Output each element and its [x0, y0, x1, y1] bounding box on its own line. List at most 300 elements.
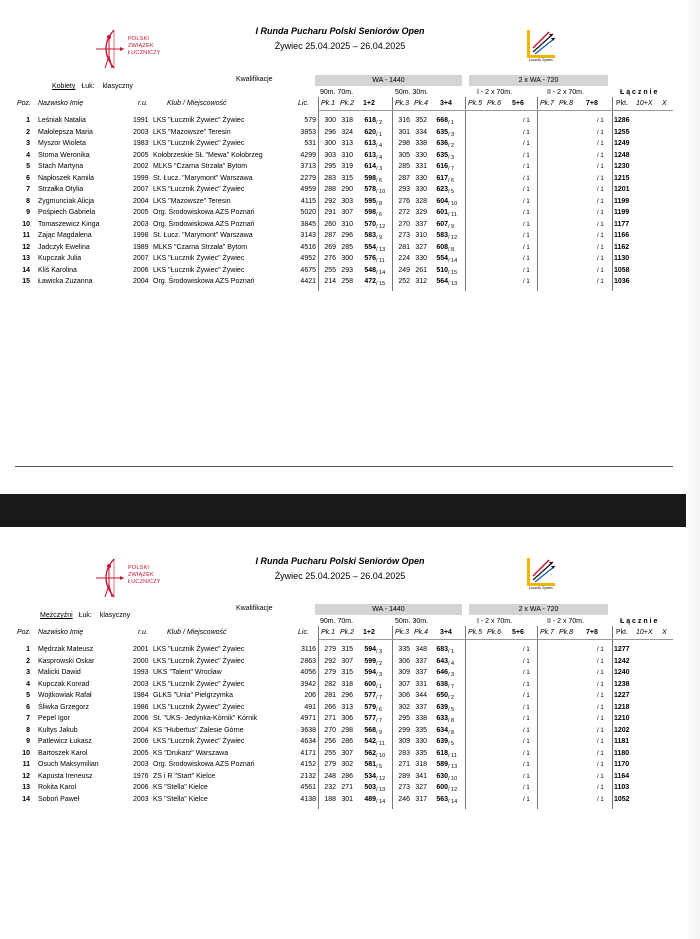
- position: 6: [26, 703, 30, 711]
- score-sum34: 668: [436, 117, 448, 124]
- birth-year: 2005: [133, 209, 149, 216]
- rank-round2: / 1: [597, 647, 604, 653]
- athlete-name: Zając Magdalena: [38, 232, 92, 239]
- club-name: Org. Środowiskowa AZS Poznań: [153, 761, 255, 768]
- birth-year: 2004: [133, 726, 149, 734]
- rank-round1: / 1: [523, 256, 530, 262]
- score-pk2: 313: [341, 140, 353, 147]
- license-number: 4952: [300, 255, 316, 262]
- position: 2: [26, 657, 30, 665]
- wa1440-header: WA - 1440: [315, 604, 462, 615]
- rank-round2: / 1: [597, 716, 604, 722]
- club-logo: [523, 556, 559, 592]
- category-label: Kobiety: [52, 83, 76, 90]
- club-name: Org. Środowiskowa AZS Poznań: [153, 278, 255, 285]
- col-name: Nazwisko Imię: [38, 100, 84, 107]
- score-pk2: 313: [341, 703, 353, 711]
- rank-sum34: / 5: [448, 189, 455, 195]
- rank-sum12: / 14: [376, 269, 386, 276]
- rank-sum34: / 10: [448, 200, 458, 207]
- rank-round2: / 1: [597, 152, 604, 159]
- col-name: Nazwisko Imię: [38, 629, 84, 636]
- score-pk3: 299: [398, 726, 410, 734]
- page-title: I Runda Pucharu Polski Seniorów Open: [255, 556, 425, 566]
- rank-round2: / 1: [597, 187, 604, 193]
- score-sum34: 617: [436, 174, 448, 182]
- rank-sum34: / 6: [448, 177, 455, 184]
- score-pk2: 306: [341, 715, 353, 722]
- score-pk2: 298: [341, 726, 353, 734]
- table-row: [0, 645, 700, 655]
- col-x: X: [662, 100, 667, 107]
- score-sum12: 472: [364, 278, 376, 285]
- wa720-header: 2 x WA - 720: [469, 604, 608, 615]
- birth-year: 1993: [133, 669, 149, 676]
- score-pk3: 293: [398, 186, 410, 193]
- license-number: 4971: [300, 715, 316, 722]
- score-sum12: 594: [364, 669, 376, 676]
- rank-sum12: / 1: [376, 131, 383, 138]
- birth-year: 2003: [133, 680, 149, 688]
- license-number: 4115: [300, 197, 316, 205]
- rank-round1: / 1: [523, 233, 530, 239]
- position: 5: [26, 692, 30, 699]
- bow-type: klasyczny: [99, 612, 131, 619]
- table-row: [0, 783, 700, 793]
- rank-sum34: / 7: [448, 683, 455, 690]
- score-sum12: 598: [364, 209, 376, 216]
- license-number: 3853: [300, 128, 316, 136]
- score-pk1: 188: [324, 795, 336, 803]
- rank-round2: / 1: [597, 681, 604, 688]
- table-row: [0, 116, 700, 126]
- rank-round1: / 1: [523, 129, 530, 136]
- athlete-name: Stoma Weronika: [38, 151, 90, 159]
- score-pk1: 300: [324, 140, 336, 147]
- score-sum34: 554: [436, 255, 448, 262]
- score-pk2: 324: [341, 128, 353, 136]
- score-sum12: 583: [364, 232, 376, 239]
- rank-sum34: / 9: [448, 223, 455, 230]
- total-score: 1130: [614, 255, 630, 262]
- birth-year: 1991: [133, 117, 149, 124]
- rank-sum12: / 6: [376, 706, 383, 713]
- score-pk1: 276: [324, 255, 336, 262]
- rank-round1: / 1: [523, 187, 530, 193]
- rank-round2: / 1: [597, 244, 604, 251]
- rank-round1: / 1: [523, 221, 530, 228]
- athlete-name: Soboń Paweł: [38, 795, 80, 803]
- col-club: Klub / Miejscowość: [167, 629, 227, 636]
- score-sum34: 616: [436, 163, 448, 170]
- club-name: St. Łucz. "Marymont" Warszawa: [153, 174, 253, 182]
- table-row: [0, 760, 700, 770]
- club-name: KS "Hubertus" Zalesie Górne: [153, 726, 244, 734]
- position: 13: [22, 784, 30, 791]
- athlete-name: Ławicka Zuzanna: [38, 278, 93, 285]
- score-pk2: 318: [341, 680, 353, 688]
- position: 12: [22, 772, 30, 780]
- rank-sum34: / 1: [448, 649, 455, 655]
- score-sum12: 503: [364, 784, 376, 791]
- score-pk1: 269: [324, 243, 336, 251]
- position: 10: [22, 749, 30, 757]
- rank-round2: / 1: [597, 198, 604, 205]
- score-pk1: 282: [324, 680, 336, 688]
- table-row: [0, 703, 700, 713]
- position: 14: [22, 795, 30, 803]
- rank-sum12: / 11: [376, 258, 385, 264]
- rank-round2: / 1: [597, 693, 604, 699]
- birth-year: 2003: [133, 220, 149, 228]
- wa1440-header: WA - 1440: [315, 75, 462, 86]
- score-pk4: 330: [415, 186, 427, 193]
- rank-sum34: / 2: [448, 695, 455, 701]
- table-row: [0, 139, 700, 149]
- total-score: 1227: [614, 692, 630, 699]
- club-logo: [523, 28, 559, 64]
- score-pk3: 252: [398, 278, 410, 285]
- total-score: 1180: [614, 749, 630, 757]
- score-pk2: 307: [341, 749, 353, 757]
- col-sum34: 3+4: [440, 100, 452, 107]
- score-pk2: 319: [341, 163, 353, 170]
- score-pk1: 248: [324, 772, 336, 780]
- results-sheet-men: [0, 527, 700, 939]
- athlete-name: Kasprowski Oskar: [38, 657, 95, 665]
- rank-sum12: / 3: [376, 649, 383, 655]
- score-sum12: 562: [364, 749, 376, 757]
- rank-round1: / 1: [523, 739, 530, 745]
- rank-sum34: / 15: [448, 269, 458, 276]
- club-name: LKS "Łucznik Żywiec" Żywiec: [153, 140, 245, 147]
- total-header: Ł ą c z n i e: [620, 618, 658, 625]
- total-score: 1036: [614, 278, 630, 285]
- rank-sum34: / 1: [448, 120, 455, 126]
- score-sum34: 607: [436, 220, 448, 228]
- athlete-name: Pepel Igor: [38, 715, 70, 722]
- col-poz: Poz.: [17, 100, 32, 107]
- rank-sum34: / 13: [448, 764, 458, 770]
- athlete-name: Strzałka Otylia: [38, 186, 84, 193]
- position: 9: [26, 738, 30, 745]
- position: 13: [22, 255, 30, 262]
- logo-text: [128, 565, 161, 586]
- score-pk1: 271: [324, 715, 336, 722]
- col-x: X: [662, 629, 667, 636]
- score-sum34: 589: [436, 761, 448, 768]
- col-pk4: Pk.4: [414, 629, 429, 636]
- score-pk4: 337: [415, 703, 427, 711]
- rank-round2: / 1: [597, 658, 604, 665]
- rank-sum12: / 8: [376, 200, 383, 207]
- rank-round1: / 1: [523, 658, 530, 665]
- score-pk1: 292: [324, 197, 336, 205]
- club-name: Org. Środowiskowa AZS Poznań: [153, 209, 255, 216]
- score-pk4: 330: [415, 255, 427, 262]
- score-pk3: 276: [398, 197, 410, 205]
- birth-year: 1983: [133, 140, 149, 147]
- position: 14: [22, 266, 30, 274]
- dist-round-2: II - 2 x 70m.: [547, 89, 584, 96]
- table-row: [0, 185, 700, 195]
- total-score: 1248: [614, 151, 630, 159]
- birth-year: 1986: [133, 703, 149, 711]
- birth-year: 2004: [133, 197, 149, 205]
- score-sum34: 683: [436, 646, 448, 653]
- license-number: 2279: [300, 174, 316, 182]
- col-pk5: Pk.5: [468, 100, 483, 107]
- score-pk3: 306: [398, 657, 410, 665]
- score-pk1: 292: [324, 657, 336, 665]
- score-pk3: 298: [398, 140, 410, 147]
- athlete-name: Kapusta Ireneusz: [38, 772, 93, 780]
- position: 11: [22, 232, 30, 239]
- rank-sum12: / 12: [376, 223, 386, 230]
- athlete-name: Napłoszek Kamila: [38, 174, 95, 182]
- table-row: [0, 197, 700, 207]
- table-row: [0, 220, 700, 230]
- athlete-name: Leśniak Natalia: [38, 117, 86, 124]
- rank-round1: / 1: [523, 244, 530, 251]
- athlete-name: Zygmunciak Alicja: [38, 197, 95, 205]
- score-sum12: 600: [364, 680, 376, 688]
- rank-round2: / 1: [597, 762, 604, 768]
- col-pk3: Pk.3: [395, 100, 410, 107]
- table-row: [0, 231, 700, 241]
- col-ru: r.u.: [138, 629, 148, 636]
- total-score: 1240: [614, 669, 630, 676]
- athlete-name: Rokita Karol: [38, 784, 77, 791]
- athlete-name: Bartoszek Karol: [38, 749, 88, 757]
- score-sum34: 564: [436, 278, 448, 285]
- score-pk2: 271: [341, 784, 353, 791]
- col-lic: Lic.: [298, 100, 309, 107]
- rank-sum12: / 4: [376, 143, 383, 149]
- club-name: Org. Środowiskowa AZS Poznań: [153, 220, 255, 228]
- rank-sum34: / 5: [448, 741, 455, 747]
- score-pk1: 256: [324, 738, 336, 745]
- rank-round2: / 1: [597, 210, 604, 216]
- club-name: LKS "Łucznik Żywiec" Żywiec: [153, 657, 245, 665]
- rank-round2: / 1: [597, 796, 604, 803]
- club-name: LKS "Łucznik Żywiec" Żywiec: [153, 255, 245, 262]
- score-pk4: 312: [415, 278, 427, 285]
- rank-round1: / 1: [523, 704, 530, 711]
- score-sum12: 542: [364, 738, 376, 745]
- athlete-name: Kupczak Julia: [38, 255, 82, 262]
- score-pk4: 327: [415, 784, 427, 791]
- score-pk1: 296: [324, 128, 336, 136]
- col-sum78: 7+8: [586, 100, 598, 107]
- score-pk4: 337: [415, 220, 427, 228]
- birth-year: 2003: [133, 761, 149, 768]
- club-name: LKS "Łucznik Żywiec" Żywiec: [153, 186, 245, 193]
- col-pkt: Pkt.: [616, 100, 629, 107]
- rank-round1: / 1: [523, 267, 530, 274]
- rank-sum34: / 10: [448, 775, 458, 782]
- logo-line-1: POLSKI: [128, 36, 150, 42]
- club-name: KS "Stella" Kielce: [153, 795, 208, 803]
- table-row: [0, 128, 700, 138]
- position: 3: [26, 140, 30, 147]
- col-pk4: Pk.4: [414, 100, 429, 107]
- score-pk1: 287: [324, 232, 336, 239]
- col-pk7: Pk.7: [540, 629, 555, 636]
- athlete-name: Pośpiech Gabriela: [38, 209, 96, 216]
- birth-year: 2006: [133, 738, 149, 745]
- rank-round1: / 1: [523, 647, 530, 653]
- total-score: 1170: [614, 761, 630, 768]
- rank-sum12: / 12: [376, 775, 386, 782]
- position: 11: [22, 761, 30, 768]
- birth-year: 2007: [133, 255, 149, 262]
- club-name: LKS "Łucznik Żywiec" Żywiec: [153, 703, 245, 711]
- license-number: 4056: [300, 669, 316, 676]
- logo-line-2: ZWIĄZEK: [128, 43, 154, 49]
- rank-sum12: / 6: [376, 212, 383, 218]
- col-pk1: Pk.1: [321, 100, 336, 107]
- rank-sum34: / 12: [448, 787, 458, 793]
- logo-line-2: ZWIĄZEK: [128, 572, 154, 578]
- total-score: 1103: [614, 784, 630, 791]
- header-rule: [318, 110, 673, 111]
- rank-round2: / 1: [597, 141, 604, 147]
- score-pk4: 329: [415, 209, 427, 216]
- score-pk3: 309: [398, 738, 410, 745]
- license-number: 5020: [300, 209, 316, 216]
- col-pk8: Pk.8: [559, 100, 574, 107]
- score-sum12: 613: [364, 151, 376, 159]
- bow-type: klasyczny: [102, 83, 133, 90]
- score-sum12: 613: [364, 140, 376, 147]
- score-sum12: 568: [364, 726, 376, 734]
- rank-round2: / 1: [597, 267, 604, 274]
- col-sum12: 1+2: [363, 100, 375, 107]
- rank-round1: / 1: [523, 198, 530, 205]
- col-pk1: Pk.1: [321, 629, 336, 636]
- club-name: LKS "Łucznik Żywiec" Żywiec: [153, 738, 245, 745]
- table-row: [0, 737, 700, 747]
- rank-sum12: / 3: [376, 166, 383, 172]
- score-pk4: 310: [415, 232, 427, 239]
- rank-sum12: / 5: [376, 764, 383, 770]
- rank-round1: / 1: [523, 716, 530, 722]
- score-pk2: 315: [341, 174, 353, 182]
- score-pk1: 232: [324, 784, 336, 791]
- athlete-name: Małolepsza Maria: [38, 128, 93, 136]
- score-pk1: 270: [324, 726, 336, 734]
- score-pk3: 289: [398, 772, 410, 780]
- score-pk4: 317: [415, 795, 427, 803]
- rank-round2: / 1: [597, 773, 604, 780]
- rank-sum34: / 14: [448, 258, 458, 264]
- table-row: [0, 680, 700, 690]
- athlete-name: Śliwka Grzegorz: [38, 703, 89, 711]
- total-score: 1210: [614, 715, 630, 722]
- score-pk2: 310: [341, 220, 353, 228]
- score-pk4: 344: [415, 692, 427, 699]
- total-score: 1218: [614, 703, 630, 711]
- license-number: 4959: [300, 186, 316, 193]
- col-sum56: 5+6: [512, 100, 524, 107]
- event-dates: Żywiec 25.04.2025 – 26.04.2025: [274, 571, 406, 581]
- col-pkt: Pkt.: [616, 629, 629, 636]
- col-pk7: Pk.7: [540, 100, 555, 107]
- rank-sum34: / 12: [448, 235, 458, 241]
- logo-line-3: ŁUCZNICZY: [128, 579, 161, 585]
- score-sum12: 578: [364, 186, 376, 193]
- birth-year: 1998: [133, 232, 149, 239]
- score-sum34: 634: [436, 726, 448, 734]
- athlete-name: Wojtkowiak Rafał: [38, 692, 92, 699]
- score-pk1: 300: [324, 117, 336, 124]
- rank-round1: / 1: [523, 785, 530, 791]
- score-sum34: 633: [436, 715, 448, 722]
- birth-year: 2002: [133, 163, 149, 170]
- rank-sum34: / 4: [448, 660, 455, 667]
- total-score: 1201: [614, 186, 630, 193]
- score-sum34: 608: [436, 243, 448, 251]
- license-number: 3942: [300, 680, 316, 688]
- birth-year: 2007: [133, 186, 149, 193]
- license-number: 4152: [300, 761, 316, 768]
- score-pk4: 338: [415, 140, 427, 147]
- license-number: 3143: [300, 232, 316, 239]
- score-pk4: 334: [415, 128, 427, 136]
- score-pk4: 330: [415, 174, 427, 182]
- page-separator: [0, 494, 700, 527]
- score-sum34: 630: [436, 772, 448, 780]
- score-pk1: 255: [324, 749, 336, 757]
- dist-90-70: 90m. 70m.: [320, 618, 354, 625]
- birth-year: 2006: [133, 266, 149, 274]
- rank-round2: / 1: [597, 279, 604, 285]
- score-pk4: 331: [415, 163, 427, 170]
- position: 5: [26, 163, 30, 170]
- score-pk3: 287: [398, 174, 410, 182]
- birth-year: 1984: [133, 692, 149, 699]
- club-name: KS "Drukarz" Warszawa: [153, 749, 229, 757]
- col-pk6: Pk.6: [487, 629, 502, 636]
- rank-round2: / 1: [597, 704, 604, 711]
- total-score: 1199: [614, 209, 630, 216]
- score-pk3: 271: [398, 761, 410, 768]
- birth-year: 2006: [133, 715, 149, 722]
- dist-50-30: 50m. 30m.: [395, 89, 429, 96]
- score-pk3: 307: [398, 680, 410, 688]
- col-lic: Lic.: [298, 629, 309, 636]
- club-logo-caption: Łucznik Żywiec: [529, 586, 553, 590]
- logo-text: [128, 36, 161, 57]
- rank-round1: / 1: [523, 762, 530, 768]
- table-row: [0, 254, 700, 264]
- score-pk4: 261: [415, 266, 427, 274]
- license-number: 491: [304, 703, 316, 711]
- table-row: [0, 243, 700, 253]
- total-score: 1052: [614, 795, 630, 803]
- rank-round2: / 1: [597, 175, 604, 182]
- athlete-name: Myszor Wioleta: [38, 140, 86, 147]
- license-number: 4299: [300, 151, 316, 159]
- score-pk2: 285: [341, 243, 353, 251]
- col-club: Klub / Miejscowość: [167, 100, 227, 107]
- rank-sum34: / 8: [448, 246, 455, 253]
- score-sum34: 601: [436, 209, 448, 216]
- position: 12: [22, 243, 30, 251]
- dist-round-1: I - 2 x 70m.: [477, 618, 513, 625]
- col-pk5: Pk.5: [468, 629, 483, 636]
